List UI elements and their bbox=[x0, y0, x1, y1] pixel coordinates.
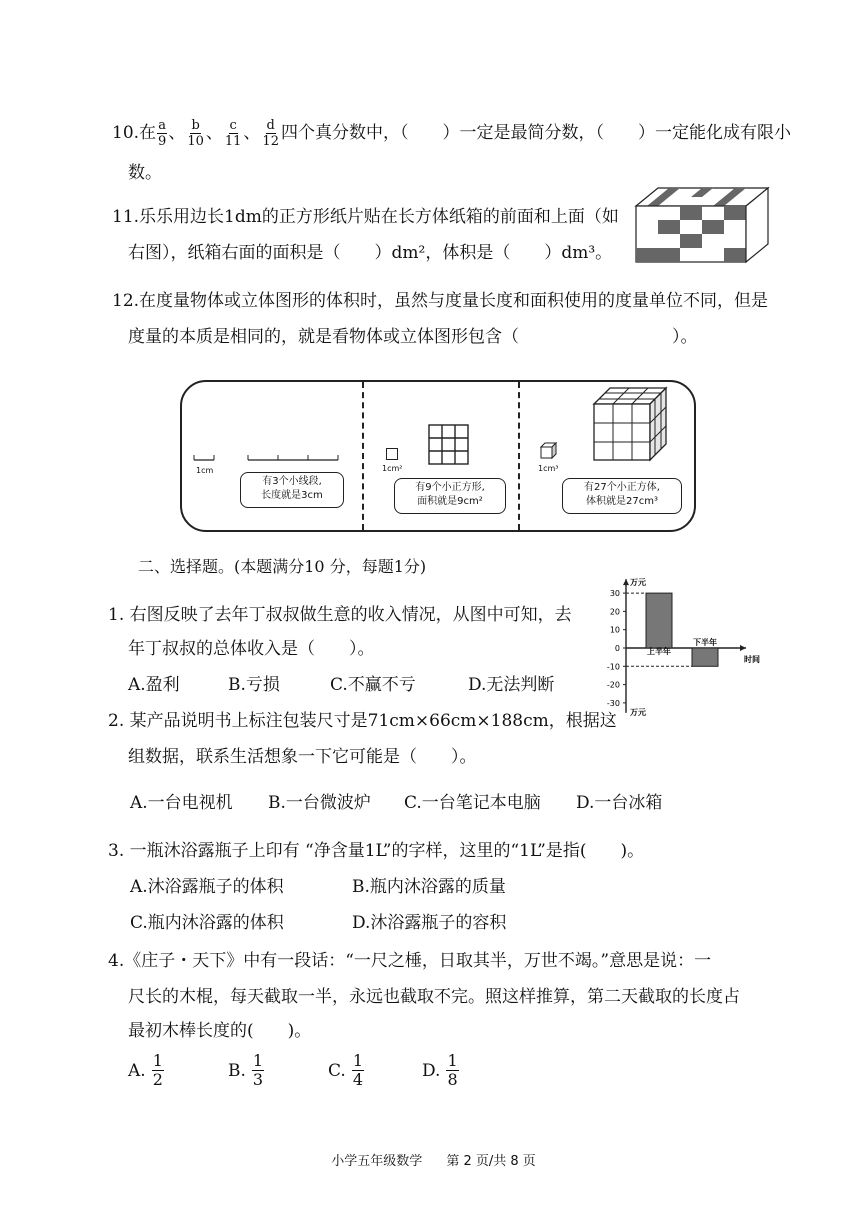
mc2-option-b[interactable]: B.一台微波炉 bbox=[268, 793, 371, 813]
q10-line2: 数。 bbox=[128, 163, 162, 183]
volume-unit-cube bbox=[540, 442, 558, 460]
category-label: 下半年 bbox=[693, 638, 717, 647]
q10-line1: 10.在 $\frac{a}{9}$ 、 $\frac{b}{10}$ 、 $\frac{c}{11}$ 、 $\frac{d}{12}$ 四个真分数中，（ ）一定是最简分数，（ ）一定能化成有限小 bbox=[112, 118, 791, 149]
mc3-option-d[interactable]: D.沐浴露瓶子的容积 bbox=[352, 913, 507, 933]
fraction-a9: $\frac{a}{9}$ bbox=[158, 118, 167, 149]
volume-note: 有27个小正方体, 体积就是27cm³ bbox=[562, 478, 682, 514]
mc4-line2: 尺长的木棍，每天截取一半，永远也截取不完。照这样推算，第二天截取的长度占 bbox=[128, 987, 740, 1007]
panel-divider-2 bbox=[518, 382, 520, 530]
mc1-line1: 1. 右图反映了去年丁叔叔做生意的收入情况，从图中可知，去 bbox=[108, 605, 572, 625]
mc2-line1: 2. 某产品说明书上标注包装尺寸是71cm×66cm×188cm，根据这 bbox=[108, 711, 617, 731]
mc4-option-d[interactable]: D. $\frac{1}{8}$ bbox=[422, 1051, 458, 1089]
q12-line2: 度量的本质是相同的，就是看物体或立体图形包含（ ）。 bbox=[128, 327, 698, 347]
q10-text: 四个真分数中，（ ）一定是最简分数，（ ）一定能化成有限小 bbox=[280, 123, 791, 143]
y-tick-label: -10 bbox=[606, 662, 620, 672]
footer-subject: 小学五年级数学 bbox=[331, 1154, 423, 1169]
y-tick-label: -30 bbox=[606, 698, 620, 708]
volume-unit-label: 1cm³ bbox=[538, 464, 559, 473]
section2-heading: 二、选择题。(本题满分10 分，每题1分) bbox=[138, 557, 427, 576]
page-footer bbox=[0, 1150, 867, 1169]
fraction-one-eighth: $\frac{1}{8}$ bbox=[447, 1051, 458, 1089]
mc3-option-b[interactable]: B.瓶内沐浴露的质量 bbox=[352, 877, 506, 897]
length-unit-label: 1cm bbox=[196, 466, 214, 475]
mc1-option-a[interactable]: A.盈利 bbox=[128, 675, 180, 695]
q12-line1: 12.在度量物体或立体图形的体积时，虽然与度量长度和面积使用的度量单位不同，但是 bbox=[112, 291, 769, 311]
fraction-one-third: $\frac{1}{3}$ bbox=[252, 1051, 264, 1089]
mc2-option-d[interactable]: D.一台冰箱 bbox=[576, 793, 663, 813]
q10-number: 10. bbox=[112, 123, 140, 143]
box-figure bbox=[632, 184, 772, 266]
y-axis-label-bottom: 万元 bbox=[630, 707, 646, 717]
mc3-line1: 3. 一瓶沐浴露瓶子上印有 “净含量1L”的字样，这里的“1L”是指( )。 bbox=[108, 841, 645, 861]
x-axis-label: 时间 bbox=[744, 655, 760, 664]
q11-line2: 右图），纸箱右面的面积是（ ）dm²，体积是（ ）dm³。 bbox=[128, 243, 613, 263]
x-axis-arrow bbox=[740, 645, 746, 651]
income-chart bbox=[596, 560, 766, 726]
mc2-option-c[interactable]: C.一台笔记本电脑 bbox=[404, 793, 541, 813]
measure-panel bbox=[180, 380, 696, 532]
mc4-line1: 4.《庄子・天下》中有一段话：“一尺之棰，日取其半，万世不竭。”意思是说：一 bbox=[108, 951, 712, 971]
mc4-option-c[interactable]: C. $\frac{1}{4}$ bbox=[328, 1051, 363, 1089]
footer-page-number: 第 2 页/共 8 页 bbox=[446, 1154, 536, 1169]
mc4-line3: 最初木棒长度的( )。 bbox=[128, 1021, 312, 1041]
volume-cube-figure bbox=[592, 386, 668, 462]
y-tick-label: 30 bbox=[609, 589, 620, 599]
fraction-d12: $\frac{d}{12}$ bbox=[262, 118, 279, 149]
area-note: 有9个小正方形, 面积就是9cm² bbox=[394, 478, 506, 514]
panel-divider-1 bbox=[362, 382, 364, 530]
mc2-line2: 组数据，联系生活想象一下它可能是（ ）。 bbox=[128, 747, 477, 767]
mc3-option-a[interactable]: A.沐浴露瓶子的体积 bbox=[130, 877, 284, 897]
fraction-one-quarter: $\frac{1}{4}$ bbox=[352, 1051, 363, 1089]
y-axis-label: 万元 bbox=[630, 578, 646, 588]
q11-line1: 11.乐乐用边长1dm的正方形纸片贴在长方体纸箱的前面和上面（如 bbox=[112, 207, 619, 227]
mc1-option-c[interactable]: C.不赢不亏 bbox=[330, 675, 416, 695]
length-note: 有3个小线段, 长度就是3cm bbox=[240, 472, 344, 508]
bar-1 bbox=[646, 593, 672, 648]
mc1-option-d[interactable]: D.无法判断 bbox=[468, 675, 555, 695]
mc2-option-a[interactable]: A.一台电视机 bbox=[130, 793, 233, 813]
bar-2 bbox=[692, 648, 718, 666]
fraction-one-half: $\frac{1}{2}$ bbox=[152, 1051, 163, 1089]
area-grid-figure bbox=[428, 424, 470, 466]
fraction-c11: $\frac{c}{11}$ bbox=[224, 118, 242, 149]
mc4-option-a[interactable]: A. $\frac{1}{2}$ bbox=[128, 1051, 163, 1089]
length-figure bbox=[190, 446, 360, 466]
fraction-b10: $\frac{b}{10}$ bbox=[187, 118, 204, 149]
mc3-option-c[interactable]: C.瓶内沐浴露的体积 bbox=[130, 913, 284, 933]
area-unit-label: 1cm² bbox=[382, 464, 403, 473]
y-tick-label: 10 bbox=[609, 625, 620, 635]
category-label: 上半年 bbox=[647, 647, 671, 656]
y-axis-arrow bbox=[623, 579, 629, 585]
y-tick-label: 0 bbox=[614, 644, 620, 653]
q10-prefix: 在 bbox=[139, 123, 157, 143]
mc1-line2: 年丁叔叔的总体收入是（ ）。 bbox=[128, 639, 375, 659]
mc1-option-b[interactable]: B.亏损 bbox=[228, 675, 280, 695]
area-unit-square bbox=[386, 448, 398, 460]
y-tick-label: 20 bbox=[609, 607, 620, 617]
mc4-option-b[interactable]: B. $\frac{1}{3}$ bbox=[228, 1051, 264, 1089]
y-tick-label: -20 bbox=[606, 680, 620, 690]
